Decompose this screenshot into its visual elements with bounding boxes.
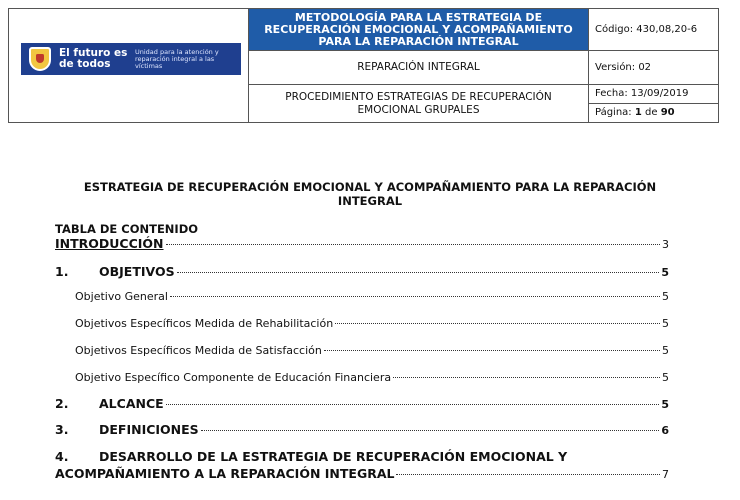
toc-leader: [201, 430, 660, 431]
toc-page-number: 5: [662, 371, 669, 384]
toc-entry-label-line2: ACOMPAÑAMIENTO A LA REPARACIÓN INTEGRAL: [55, 466, 395, 481]
toc-entry-label: DEFINICIONES: [99, 422, 199, 437]
toc-entry-number: 3.: [55, 422, 69, 437]
toc-entry-label: INTRODUCCIÓN: [55, 236, 164, 251]
toc-entry-label: OBJETIVOS: [99, 264, 175, 279]
toc-entry-introduccion[interactable]: [55, 236, 669, 251]
logo-cell: [9, 9, 249, 123]
toc-entry-objetivos-rehabilitacion[interactable]: [55, 317, 669, 330]
document-header-table: [8, 8, 719, 123]
date-page-cell: [589, 85, 719, 123]
toc-entry-definiciones[interactable]: [55, 422, 669, 437]
toc-page-number: 7: [662, 468, 669, 481]
toc-entry-label: Objetivo Específico Componente de Educación Financiera: [75, 371, 392, 384]
toc-entry-alcance[interactable]: [55, 396, 669, 411]
toc-entry-objetivos[interactable]: [55, 264, 669, 279]
institution-logo: [21, 43, 241, 75]
toc-entry-label-line1: DESARROLLO DE LA ESTRATEGIA DE RECUPERACIÓN EMOCIONAL Y: [99, 449, 568, 464]
toc-leader: [396, 474, 660, 475]
toc-entry-objetivo-general[interactable]: [55, 290, 669, 303]
process-name: REPARACIÓN INTEGRAL: [249, 51, 589, 85]
toc-entry-number: 2.: [55, 396, 69, 411]
document-code: Código: 430,08,20-6: [589, 9, 719, 51]
logo-slogan: El futuro es de todos: [59, 47, 128, 70]
toc-page-number: 5: [661, 398, 669, 411]
toc-page-number: 5: [661, 266, 669, 279]
page-indicator: Página: 1 de 90: [589, 103, 718, 122]
toc-entry-label: Objetivos Específicos Medida de Rehabilitación: [75, 317, 334, 330]
toc-page-number: 5: [662, 317, 669, 330]
toc-heading: TABLA DE CONTENIDO: [55, 222, 199, 236]
toc-page-number: 3: [662, 238, 669, 251]
toc-leader: [166, 244, 660, 245]
toc-leader: [166, 404, 660, 405]
methodology-title: METODOLOGÍA PARA LA ESTRATEGIA DE RECUPERACIÓN EMOCIONAL Y ACOMPAÑAMIENTO PARA LA REPARACIÓN INTEGRAL: [249, 9, 589, 51]
procedure-name: PROCEDIMIENTO ESTRATEGIAS DE RECUPERACIÓN EMOCIONAL GRUPALES: [249, 85, 589, 123]
toc-entry-label: ALCANCE: [99, 396, 164, 411]
toc-entry-objetivos-satisfaccion[interactable]: [55, 344, 669, 357]
toc-leader: [177, 272, 660, 273]
colombia-shield-icon: [29, 47, 51, 71]
toc-leader: [335, 323, 660, 324]
toc-entry-label: Objetivo General: [75, 290, 168, 303]
toc-entry-desarrollo[interactable]: [55, 448, 669, 483]
logo-unit-name: Unidad para la atención y reparación integral a las víctimas: [135, 47, 219, 70]
document-date: Fecha: 13/09/2019: [595, 88, 689, 99]
toc-leader: [393, 377, 660, 378]
document-title: ESTRATEGIA DE RECUPERACIÓN EMOCIONAL Y ACOMPAÑAMIENTO PARA LA REPARACIÓN INTEGRAL: [83, 180, 657, 208]
toc-entry-label: Objetivos Específicos Medida de Satisfacción: [75, 344, 322, 357]
toc-entry-educacion-financiera[interactable]: [55, 371, 669, 384]
document-version: Versión: 02: [589, 51, 719, 85]
toc-page-number: 5: [662, 344, 669, 357]
toc-entry-number: 1.: [55, 264, 69, 279]
toc-entry-number: 4.: [55, 449, 69, 464]
toc-page-number: 5: [662, 290, 669, 303]
toc-leader: [324, 350, 660, 351]
toc-leader: [170, 296, 660, 297]
toc-page-number: 6: [661, 424, 669, 437]
